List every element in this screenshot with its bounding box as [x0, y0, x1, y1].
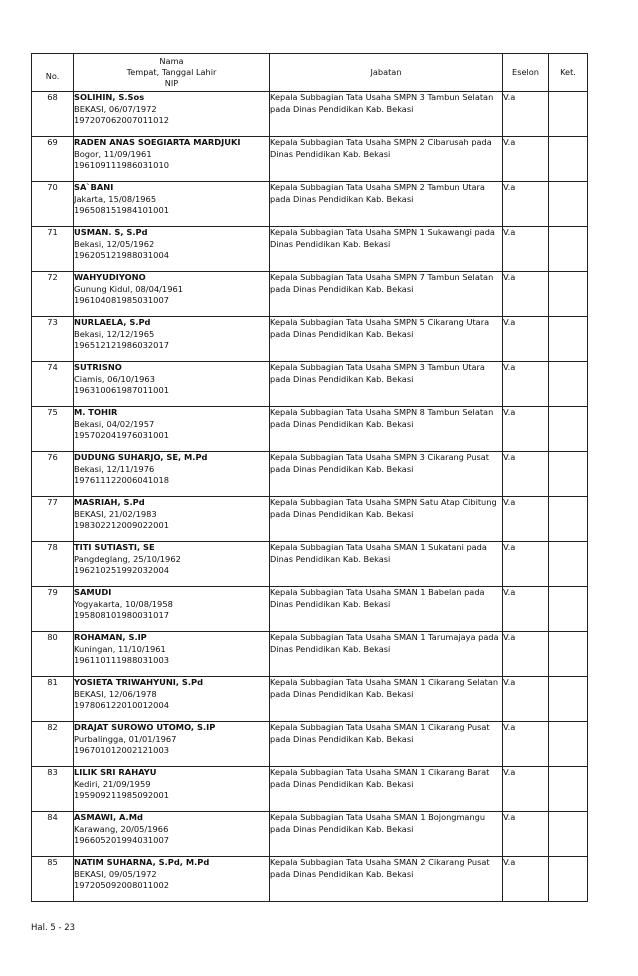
table-row [32, 677, 588, 722]
row-number: 85 [32, 857, 74, 902]
position-title: Kepala Subbagian Tata Usaha SMPN 2 Cibarusah pada Dinas Pendidikan Kab. Bekasi [270, 137, 503, 182]
row-number: 83 [32, 767, 74, 812]
remarks [549, 812, 588, 857]
employee-nip: 198302212009022001 [74, 520, 170, 530]
employee-name: SUTRISNO [74, 362, 122, 372]
row-number: 73 [32, 317, 74, 362]
page-number: Hal. 5 - 23 [31, 923, 76, 933]
row-identity [74, 677, 270, 722]
table-row [32, 767, 588, 812]
employee-name: USMAN. S, S.Pd [74, 227, 148, 237]
birth-place-date: Purbalingga, 01/01/1967 [74, 733, 177, 744]
position-title: Kepala Subbagian Tata Usaha SMAN 1 Sukatani pada Dinas Pendidikan Kab. Bekasi [270, 542, 503, 587]
row-number: 74 [32, 362, 74, 407]
employee-nip: 195909211985092001 [74, 790, 170, 800]
table-row [32, 92, 588, 137]
table-row [32, 722, 588, 767]
header-ttl: Tempat, Tanggal Lahir [126, 67, 217, 77]
remarks [549, 497, 588, 542]
birth-place-date: BEKASI, 06/07/1972 [74, 103, 157, 114]
position-title: Kepala Subbagian Tata Usaha SMAN 1 Cikarang Selatan pada Dinas Pendidikan Kab. Bekasi [270, 677, 503, 722]
remarks [549, 227, 588, 272]
employee-nip: 196512121986032017 [74, 340, 170, 350]
header-eselon: Eselon [503, 54, 549, 92]
remarks [549, 767, 588, 812]
echelon: V.a [503, 767, 549, 812]
position-title: Kepala Subbagian Tata Usaha SMPN 1 Sukawangi pada Dinas Pendidikan Kab. Bekasi [270, 227, 503, 272]
header-nama-ttl-nip [74, 54, 270, 92]
remarks [549, 407, 588, 452]
birth-place-date: Bekasi, 04/02/1957 [74, 418, 155, 429]
employee-name: SOLIHIN, S.Sos [74, 92, 145, 102]
row-identity [74, 137, 270, 182]
header-nama: Nama [159, 56, 184, 66]
employee-nip: 196205121988031004 [74, 250, 170, 260]
echelon: V.a [503, 542, 549, 587]
employee-name: ASMAWI, A.Md [74, 812, 143, 822]
header-no: No. [32, 54, 74, 92]
row-identity [74, 767, 270, 812]
row-number: 80 [32, 632, 74, 677]
employee-name: LILIK SRI RAHAYU [74, 767, 157, 777]
echelon: V.a [503, 227, 549, 272]
position-title: Kepala Subbagian Tata Usaha SMAN 2 Cikarang Pusat pada Dinas Pendidikan Kab. Bekasi [270, 857, 503, 902]
table-row [32, 452, 588, 497]
birth-place-date: Bekasi, 12/11/1976 [74, 463, 155, 474]
table-row [32, 137, 588, 182]
echelon: V.a [503, 317, 549, 362]
remarks [549, 632, 588, 677]
row-identity [74, 632, 270, 677]
table-row [32, 587, 588, 632]
employee-name: ROHAMAN, S.IP [74, 632, 147, 642]
remarks [549, 452, 588, 497]
employee-name: SA`BANI [74, 182, 114, 192]
echelon: V.a [503, 407, 549, 452]
row-identity [74, 182, 270, 227]
remarks [549, 857, 588, 902]
position-title: Kepala Subbagian Tata Usaha SMPN 3 Tambun Selatan pada Dinas Pendidikan Kab. Bekasi [270, 92, 503, 137]
row-identity [74, 362, 270, 407]
echelon: V.a [503, 362, 549, 407]
employee-nip: 196110111988031003 [74, 655, 170, 665]
position-title: Kepala Subbagian Tata Usaha SMPN 8 Tambun Selatan pada Dinas Pendidikan Kab. Bekasi [270, 407, 503, 452]
employee-name: M. TOHIR [74, 407, 118, 417]
row-number: 76 [32, 452, 74, 497]
row-identity [74, 452, 270, 497]
remarks [549, 137, 588, 182]
header-jabatan: Jabatan [270, 54, 503, 92]
position-title: Kepala Subbagian Tata Usaha SMAN 1 Bojongmangu pada Dinas Pendidikan Kab. Bekasi [270, 812, 503, 857]
employee-name: YOSIETA TRIWAHYUNI, S.Pd [74, 677, 204, 687]
employee-name: SAMUDI [74, 587, 112, 597]
birth-place-date: Gunung Kidul, 08/04/1961 [74, 283, 184, 294]
birth-place-date: Bogor, 11/09/1961 [74, 148, 152, 159]
row-identity [74, 857, 270, 902]
echelon: V.a [503, 92, 549, 137]
row-identity [74, 542, 270, 587]
row-number: 70 [32, 182, 74, 227]
remarks [549, 362, 588, 407]
row-identity [74, 272, 270, 317]
table-row [32, 272, 588, 317]
row-identity [74, 92, 270, 137]
employee-name: DRAJAT SUROWO UTOMO, S.IP [74, 722, 216, 732]
row-number: 78 [32, 542, 74, 587]
remarks [549, 587, 588, 632]
birth-place-date: Pangdeglang, 25/10/1962 [74, 553, 181, 564]
position-title: Kepala Subbagian Tata Usaha SMPN 2 Tambun Utara pada Dinas Pendidikan Kab. Bekasi [270, 182, 503, 227]
echelon: V.a [503, 587, 549, 632]
table-row [32, 227, 588, 272]
table-row [32, 182, 588, 227]
birth-place-date: Ciamis, 06/10/1963 [74, 373, 155, 384]
employee-nip: 196310061987011001 [74, 385, 170, 395]
row-number: 79 [32, 587, 74, 632]
employee-nip: 197806122010012004 [74, 700, 170, 710]
employee-nip: 196109111986031010 [74, 160, 170, 170]
employee-name: MASRIAH, S.Pd [74, 497, 145, 507]
table-row [32, 497, 588, 542]
birth-place-date: Kediri, 21/09/1959 [74, 778, 151, 789]
row-identity [74, 722, 270, 767]
echelon: V.a [503, 137, 549, 182]
echelon: V.a [503, 452, 549, 497]
remarks [549, 182, 588, 227]
row-number: 81 [32, 677, 74, 722]
employee-nip: 197205092008011002 [74, 880, 170, 890]
row-identity [74, 587, 270, 632]
row-number: 84 [32, 812, 74, 857]
table-row [32, 362, 588, 407]
position-title: Kepala Subbagian Tata Usaha SMPN Satu Atap Cibitung pada Dinas Pendidikan Kab. Bekasi [270, 497, 503, 542]
row-number: 77 [32, 497, 74, 542]
employee-name: TITI SUTIASTI, SE [74, 542, 155, 552]
employee-nip: 195702041976031001 [74, 430, 170, 440]
row-number: 72 [32, 272, 74, 317]
row-identity [74, 407, 270, 452]
row-number: 82 [32, 722, 74, 767]
officials-table [31, 53, 588, 902]
remarks [549, 542, 588, 587]
employee-name: NURLAELA, S.Pd [74, 317, 151, 327]
table-header-row [32, 54, 588, 92]
row-identity [74, 317, 270, 362]
echelon: V.a [503, 497, 549, 542]
remarks [549, 722, 588, 767]
position-title: Kepala Subbagian Tata Usaha SMAN 1 Tarumajaya pada Dinas Pendidikan Kab. Bekasi [270, 632, 503, 677]
remarks [549, 272, 588, 317]
employee-nip: 196210251992032004 [74, 565, 170, 575]
remarks [549, 317, 588, 362]
birth-place-date: Jakarta, 15/08/1965 [74, 193, 157, 204]
position-title: Kepala Subbagian Tata Usaha SMPN 7 Tambun Selatan pada Dinas Pendidikan Kab. Bekasi [270, 272, 503, 317]
row-number: 69 [32, 137, 74, 182]
birth-place-date: Yogyakarta, 10/08/1958 [74, 598, 173, 609]
employee-name: NATIM SUHARNA, S.Pd, M.Pd [74, 857, 210, 867]
echelon: V.a [503, 632, 549, 677]
birth-place-date: BEKASI, 09/05/1972 [74, 868, 157, 879]
echelon: V.a [503, 182, 549, 227]
echelon: V.a [503, 722, 549, 767]
row-identity [74, 497, 270, 542]
row-identity [74, 812, 270, 857]
remarks [549, 677, 588, 722]
birth-place-date: Bekasi, 12/12/1965 [74, 328, 155, 339]
employee-nip: 197611122006041018 [74, 475, 170, 485]
birth-place-date: Karawang, 20/05/1966 [74, 823, 169, 834]
position-title: Kepala Subbagian Tata Usaha SMAN 1 Cikarang Barat pada Dinas Pendidikan Kab. Bekasi [270, 767, 503, 812]
echelon: V.a [503, 677, 549, 722]
birth-place-date: Bekasi, 12/05/1962 [74, 238, 155, 249]
position-title: Kepala Subbagian Tata Usaha SMPN 5 Cikarang Utara pada Dinas Pendidikan Kab. Bekasi [270, 317, 503, 362]
employee-name: RADEN ANAS SOEGIARTA MARDJUKI [74, 137, 241, 147]
employee-name: DUDUNG SUHARJO, SE, M.Pd [74, 452, 208, 462]
remarks [549, 92, 588, 137]
table-row [32, 812, 588, 857]
table-row [32, 317, 588, 362]
employee-nip: 196508151984101001 [74, 205, 170, 215]
header-ket: Ket. [549, 54, 588, 92]
row-number: 68 [32, 92, 74, 137]
position-title: Kepala Subbagian Tata Usaha SMAN 1 Babelan pada Dinas Pendidikan Kab. Bekasi [270, 587, 503, 632]
table-body [32, 92, 588, 902]
employee-nip: 195808101980031017 [74, 610, 170, 620]
employee-nip: 196104081985031007 [74, 295, 170, 305]
employee-nip: 196701012002121003 [74, 745, 170, 755]
table-row [32, 857, 588, 902]
row-number: 75 [32, 407, 74, 452]
header-nip: NIP [164, 78, 179, 88]
birth-place-date: BEKASI, 21/02/1983 [74, 508, 157, 519]
row-number: 71 [32, 227, 74, 272]
employee-nip: 196605201994031007 [74, 835, 170, 845]
table-row [32, 542, 588, 587]
row-identity [74, 227, 270, 272]
echelon: V.a [503, 272, 549, 317]
position-title: Kepala Subbagian Tata Usaha SMPN 3 Cikarang Pusat pada Dinas Pendidikan Kab. Bekasi [270, 452, 503, 497]
birth-place-date: BEKASI, 12/06/1978 [74, 688, 157, 699]
table-row [32, 632, 588, 677]
position-title: Kepala Subbagian Tata Usaha SMPN 3 Tambun Utara pada Dinas Pendidikan Kab. Bekasi [270, 362, 503, 407]
employee-name: WAHYUDIYONO [74, 272, 146, 282]
position-title: Kepala Subbagian Tata Usaha SMAN 1 Cikarang Pusat pada Dinas Pendidikan Kab. Bekasi [270, 722, 503, 767]
employee-nip: 197207062007011012 [74, 115, 170, 125]
birth-place-date: Kuningan, 11/10/1961 [74, 643, 166, 654]
echelon: V.a [503, 812, 549, 857]
echelon: V.a [503, 857, 549, 902]
table-row [32, 407, 588, 452]
